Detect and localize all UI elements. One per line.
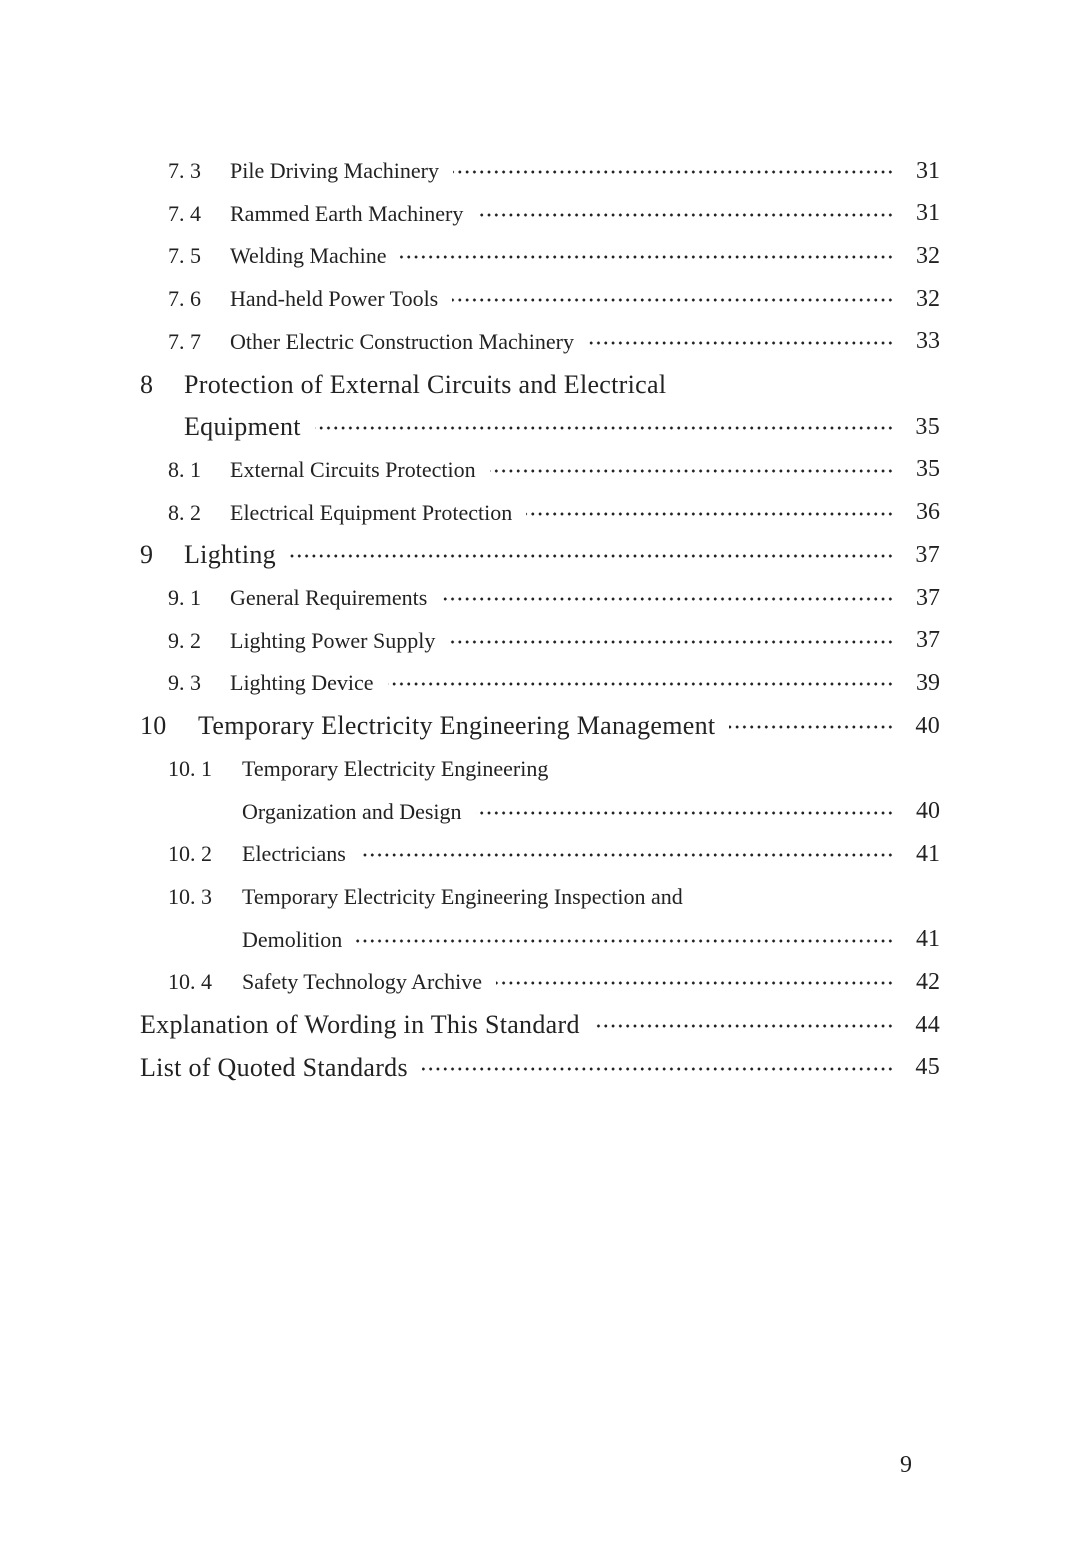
toc-entry-title: List of Quoted Standards bbox=[140, 1052, 408, 1082]
toc-entry-page: 35 bbox=[916, 456, 940, 483]
dot-leader bbox=[449, 640, 894, 644]
toc-entry-number: 9. 1 bbox=[168, 585, 201, 610]
dot-leader bbox=[315, 426, 894, 430]
toc-entry-page: 31 bbox=[916, 157, 940, 184]
toc-entry[interactable] bbox=[0, 193, 940, 235]
toc-entry-title: Demolition bbox=[242, 926, 343, 952]
dot-leader bbox=[526, 512, 894, 516]
toc-entry-page: 36 bbox=[916, 499, 940, 526]
toc-entry-number: 7. 6 bbox=[168, 286, 201, 312]
toc-entry-title: Rammed Earth Machinery bbox=[230, 200, 464, 226]
toc-entry-number: 10 bbox=[140, 711, 167, 741]
toc-entry-page: 41 bbox=[916, 926, 940, 953]
toc-entry[interactable] bbox=[0, 321, 940, 363]
toc-entry-page: 37 bbox=[915, 541, 940, 568]
toc-entry-title: Hand-held Power Tools bbox=[230, 286, 439, 312]
toc-entry-number: 10. 1 bbox=[168, 755, 212, 781]
toc-entry-page: 39 bbox=[916, 669, 940, 696]
toc-entry[interactable] bbox=[0, 705, 940, 747]
dot-leader bbox=[356, 939, 894, 943]
dot-leader bbox=[400, 255, 894, 259]
toc-entry-number: 7. 5 bbox=[168, 243, 201, 269]
toc-entry-page: 40 bbox=[915, 712, 940, 739]
toc-entry-title: Temporary Electricity Engineering bbox=[242, 755, 549, 781]
toc-entry-page: 31 bbox=[916, 200, 940, 227]
dot-leader bbox=[588, 341, 894, 345]
toc-entry-number: 10. 3 bbox=[168, 883, 212, 909]
toc-entry-number: 10. 2 bbox=[168, 841, 212, 867]
toc-entry-title: Equipment bbox=[184, 412, 301, 442]
toc-entry-number: 7. 3 bbox=[168, 158, 201, 183]
toc-entry[interactable] bbox=[0, 620, 940, 662]
dot-leader bbox=[360, 853, 894, 857]
toc-entry-number: 7. 4 bbox=[168, 200, 201, 226]
toc-entry-page: 42 bbox=[916, 968, 940, 995]
toc-entry-title: Organization and Design bbox=[242, 798, 462, 824]
toc-entry-page: 33 bbox=[916, 328, 940, 355]
toc-entry[interactable] bbox=[0, 833, 940, 875]
toc-entry-title: Welding Machine bbox=[230, 243, 387, 269]
toc-entry-title: Lighting bbox=[184, 540, 276, 570]
toc-entry-number: 9. 2 bbox=[168, 627, 201, 653]
toc-entry-number: 8. 2 bbox=[168, 499, 201, 525]
toc-entry-title: Safety Technology Archive bbox=[242, 969, 482, 995]
page-number: 9 bbox=[900, 1452, 912, 1478]
toc-entry-page: 32 bbox=[916, 242, 940, 269]
toc-entry-page: 45 bbox=[915, 1054, 940, 1081]
toc-entry[interactable] bbox=[0, 748, 940, 790]
dot-leader bbox=[476, 811, 894, 815]
dot-leader bbox=[729, 725, 894, 729]
dot-leader bbox=[290, 554, 894, 558]
dot-leader bbox=[490, 469, 894, 473]
toc-entry[interactable] bbox=[0, 406, 940, 448]
toc-entry-title: External Circuits Protection bbox=[230, 456, 476, 482]
toc-entry-title: Protection of External Circuits and Electrical bbox=[184, 369, 667, 399]
toc-entry-page: 44 bbox=[915, 1011, 940, 1038]
dot-leader bbox=[477, 213, 894, 217]
toc-entry[interactable] bbox=[0, 791, 940, 833]
toc-entry[interactable] bbox=[0, 278, 940, 320]
toc-entry-number: 7. 7 bbox=[168, 328, 201, 354]
toc-entry-title: Electricians bbox=[242, 841, 346, 867]
toc-entry[interactable] bbox=[0, 235, 940, 277]
dot-leader bbox=[388, 682, 894, 686]
toc-entry[interactable] bbox=[0, 919, 940, 961]
toc-entry-title: Explanation of Wording in This Standard bbox=[140, 1010, 580, 1039]
toc-entry-title: Lighting Power Supply bbox=[230, 627, 436, 653]
toc-entry[interactable] bbox=[0, 1047, 940, 1089]
toc-entry-title: Temporary Electricity Engineering Management bbox=[198, 711, 716, 741]
dot-leader bbox=[453, 170, 894, 174]
toc-entry-page: 37 bbox=[916, 627, 940, 654]
toc-entry[interactable] bbox=[0, 577, 940, 619]
dot-leader bbox=[441, 597, 894, 601]
dot-leader bbox=[594, 1024, 894, 1028]
dot-leader bbox=[422, 1067, 894, 1071]
toc-entry-title: Lighting Device bbox=[230, 670, 374, 696]
dot-leader bbox=[496, 981, 894, 985]
toc-entry-number: 9 bbox=[140, 540, 154, 570]
toc-entry[interactable] bbox=[0, 662, 940, 704]
toc-entry-number: 8. 1 bbox=[168, 456, 201, 482]
toc-entry-title: Temporary Electricity Engineering Inspection and bbox=[242, 883, 683, 909]
dot-leader bbox=[452, 298, 894, 302]
toc-entry-number: 8 bbox=[140, 369, 154, 399]
toc-entry[interactable] bbox=[0, 961, 940, 1003]
toc-entry-page: 37 bbox=[916, 584, 940, 611]
toc-entry-title: Other Electric Construction Machinery bbox=[230, 328, 574, 354]
toc-entry-title: Pile Driving Machinery bbox=[230, 158, 439, 183]
toc-entry[interactable] bbox=[0, 364, 940, 406]
toc-entry[interactable] bbox=[0, 876, 940, 918]
toc-entry[interactable] bbox=[0, 534, 940, 576]
toc-entry-title: Electrical Equipment Protection bbox=[230, 499, 513, 525]
toc-entry-page: 35 bbox=[915, 413, 940, 440]
toc-entry[interactable] bbox=[0, 1004, 940, 1046]
toc-entry[interactable] bbox=[0, 492, 940, 534]
toc-entry-number: 10. 4 bbox=[168, 969, 212, 995]
toc-entry-page: 32 bbox=[916, 285, 940, 312]
toc-entry[interactable] bbox=[0, 449, 940, 491]
toc-entry-page: 41 bbox=[916, 840, 940, 867]
toc-entry-page: 40 bbox=[916, 798, 940, 824]
toc-entry-number: 9. 3 bbox=[168, 670, 201, 696]
toc-entry-title: General Requirements bbox=[230, 585, 428, 610]
toc-entry[interactable] bbox=[0, 150, 940, 192]
